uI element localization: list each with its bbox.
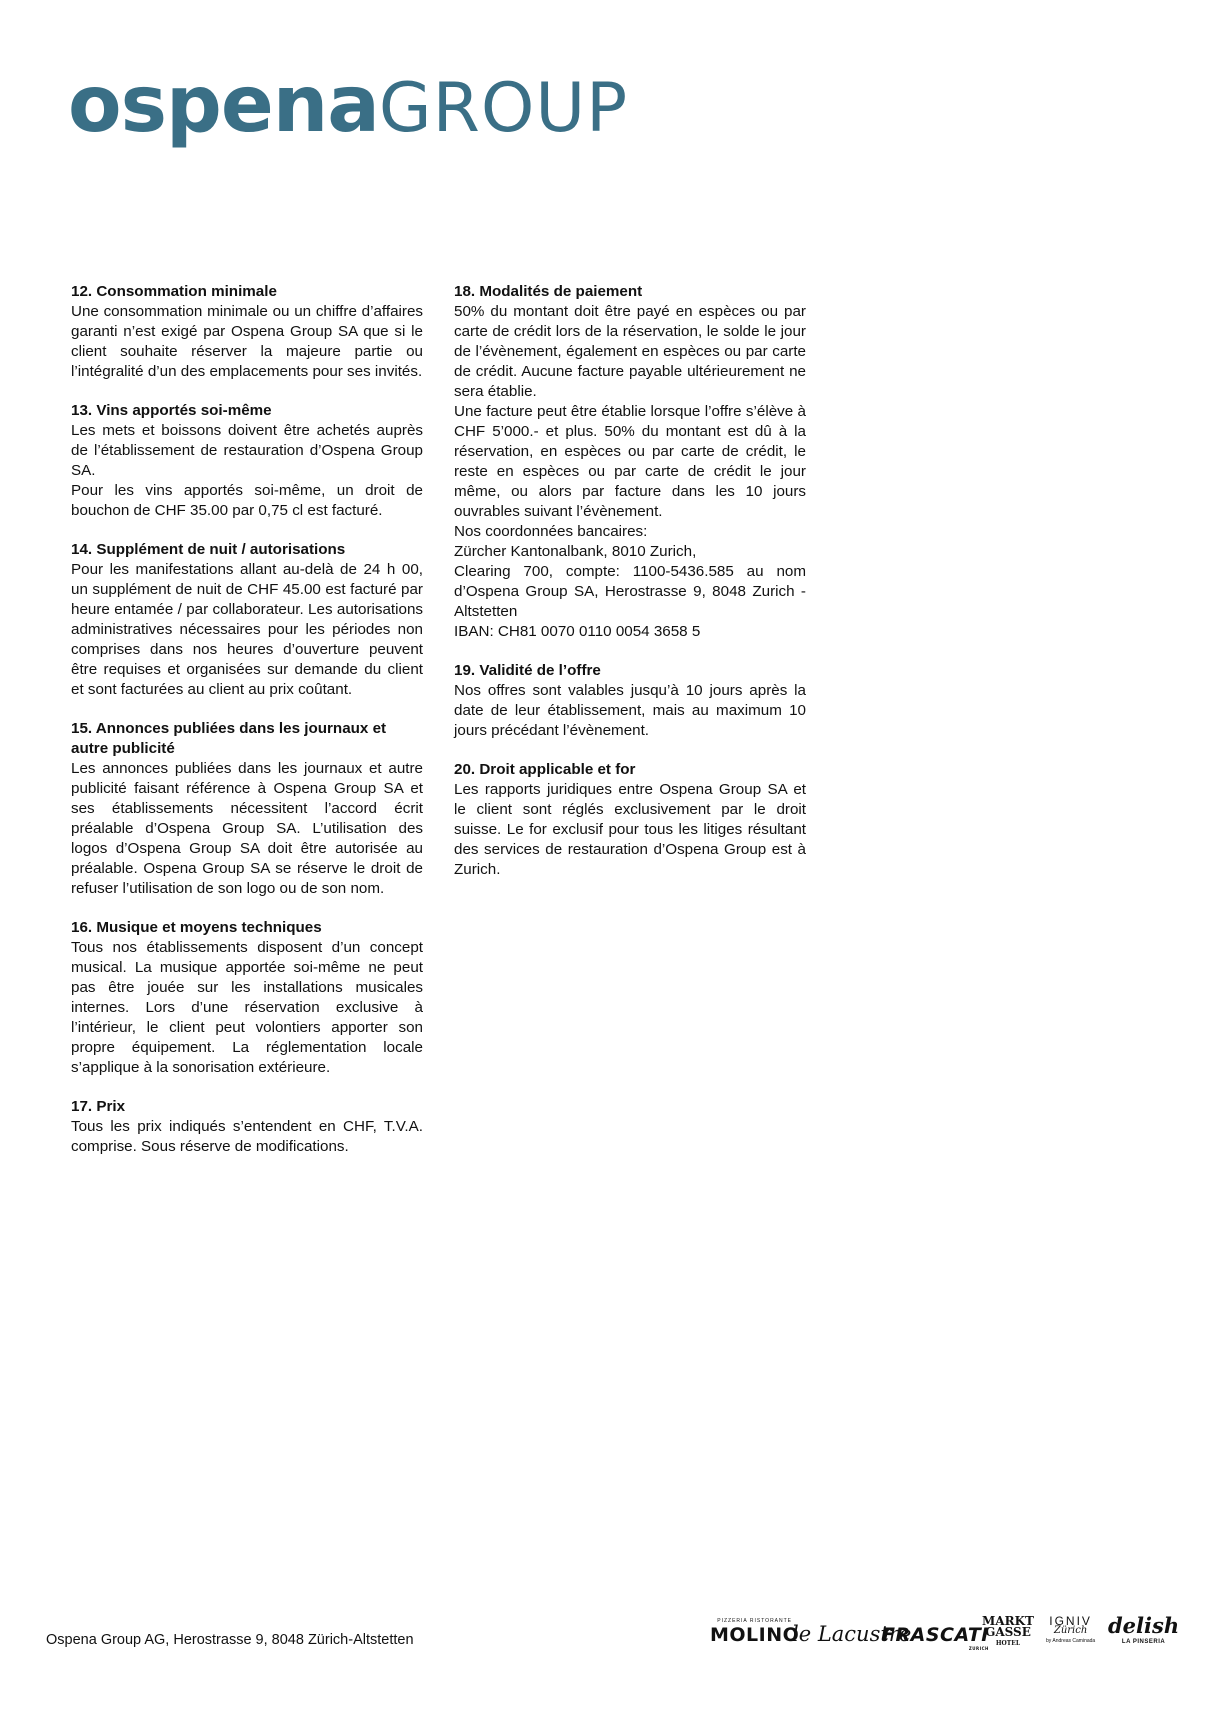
marktgasse-line1: MARKT (982, 1614, 1034, 1628)
section-title: 17. Prix (71, 1098, 126, 1115)
logo-group: GROUP (378, 69, 629, 148)
lacustre-logo: le Lacustre (792, 1622, 912, 1646)
section-18 (454, 282, 806, 642)
molino-name: MOLINO (710, 1624, 800, 1646)
igniv-byline: by Andreas Caminada (1046, 1638, 1096, 1644)
section-20 (454, 760, 806, 880)
igniv-logo (1046, 1616, 1095, 1646)
terms-left-column (71, 282, 423, 1176)
molino-logo (710, 1618, 799, 1646)
section-body: 50% du montant doit être payé en espèces ou par carte de crédit lors de la réservation, le solde le jour de l’évènement, également en espèces ou par carte de crédit. Aucune facture payable ultérieurement ne sera établie. Une facture peut être établie lorsque l’offre s’élève à CHF 5’000.- et plus. 50% du montant est dû à la réservation, en espèces ou par carte de crédit, le reste en espèces ou par carte de crédit le jour même, ou alors par facture dans les 10 jours ouvrables suivant l’évènement. Nos coordonnées bancaires: Zürcher Kantonalbank, 8010 Zurich, Clearing 700, compte: 1100-5436.585 au nom d’Ospena Group SA, Herostrasse 9, 8048 Zurich - Altstetten IBAN: CH81 0070 0110 0054 3658 5 (454, 303, 806, 640)
terms-right-column (454, 282, 806, 899)
marktgasse-line3: HOTEL (995, 1640, 1021, 1647)
molino-subtitle: PIZZERIA RISTORANTE (717, 1618, 793, 1624)
section-title: 15. Annonces publiées dans les journaux et autre publicité (71, 720, 387, 757)
ospena-group-logo (68, 60, 629, 150)
delish-subtitle: LA PINSERIA (1121, 1639, 1166, 1645)
section-17 (71, 1097, 423, 1157)
section-title: 19. Validité de l’offre (454, 662, 601, 679)
section-body: Tous nos établissements disposent d’un concept musical. La musique apportée soi-même ne peut pas être jouée sur les installations musicales internes. Lors d’une réservation exclusive à l’intérieur, le client peut volontiers apporter son propre équipement. La réglementation locale s’applique à la sonorisation extérieure. (71, 939, 423, 1076)
section-16 (71, 918, 423, 1078)
frascati-name: FRASCATI (882, 1624, 989, 1646)
section-title: 16. Musique et moyens techniques (71, 919, 322, 936)
section-title: 14. Supplément de nuit / autorisations (71, 541, 346, 558)
section-body: Nos offres sont valables jusqu’à 10 jours après la date de leur établissement, mais au maximum 10 jours précédant l’évènement. (454, 682, 806, 739)
marktgasse-logo (982, 1616, 1034, 1649)
brand-logos (706, 1613, 1180, 1656)
section-title: 18. Modalités de paiement (454, 283, 643, 300)
section-13 (71, 401, 423, 521)
section-body: Les mets et boissons doivent être achetés auprès de l’établissement de restauration d’Ospena Group SA. Pour les vins apportés soi-même, un droit de bouchon de CHF 35.00 par 0,75 cl est facturé. (71, 422, 423, 519)
section-14 (71, 540, 423, 700)
logo-ospena: ospena (68, 60, 379, 150)
section-body: Pour les manifestations allant au-delà de 24 h 00, un supplément de nuit de CHF 45.00 est facturé par heure entamée / par collaborateur. Les autorisations administratives nécessaires pour les périodes non comprises dans nos heures d’ouverture peuvent être requises et organisées sur demande du client et sont facturées au client au prix coûtant. (71, 561, 423, 698)
section-body: Les rapports juridiques entre Ospena Group SA et le client sont réglés exclusivement par le droit suisse. Le for exclusif pour tous les litiges résultant des services de restauration d’Ospena Group est à Zurich. (454, 781, 806, 878)
section-12 (71, 282, 423, 382)
frascati-logo (882, 1624, 989, 1651)
delish-name: delish (1108, 1613, 1180, 1638)
igniv-city: Zürich (1053, 1625, 1088, 1636)
marktgasse-line2: GASSE (985, 1625, 1031, 1639)
delish-logo (1108, 1613, 1180, 1650)
section-body: Une consommation minimale ou un chiffre d’affaires garanti n’est exigé par Ospena Group SA que si le client souhaite réserver la majeure partie ou l’intégralité d’un des emplacements pour ses invités. (71, 303, 423, 380)
section-19 (454, 661, 806, 741)
section-title: 20. Droit applicable et for (454, 761, 636, 778)
igniv-name: IGNIV (1049, 1614, 1092, 1628)
section-title: 12. Consommation minimale (71, 283, 277, 300)
frascati-city: ZURICH (968, 1646, 989, 1651)
section-15 (71, 719, 423, 899)
section-body: Les annonces publiées dans les journaux et autre publicité faisant référence à Ospena Group SA et ses établissements nécessitent l’accord écrit préalable d’Ospena Group SA. L’utilisation des logos d’Ospena Group SA doit être autorisée au préalable. Ospena Group SA se réserve le droit de refuser l’utilisation de son logo ou de son nom. (71, 760, 423, 897)
footer-address: Ospena Group AG, Herostrasse 9, 8048 Zürich-Altstetten (46, 1632, 414, 1648)
section-body: Tous les prix indiqués s’entendent en CHF, T.V.A. comprise. Sous réserve de modifications. (71, 1118, 423, 1155)
section-title: 13. Vins apportés soi-même (71, 402, 272, 419)
